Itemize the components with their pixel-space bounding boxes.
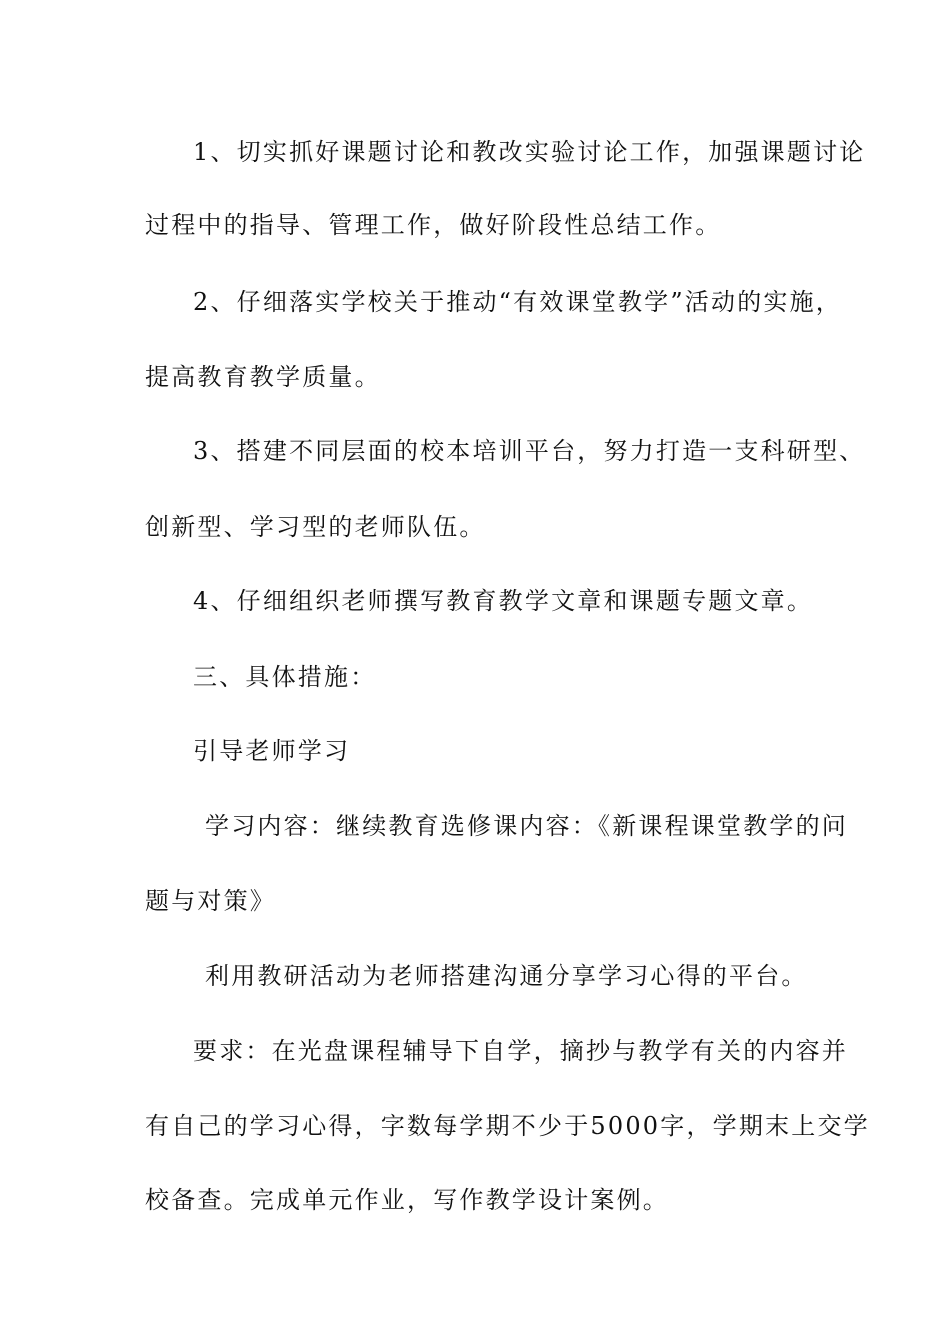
subheading-guide-teachers: 引导老师学习 bbox=[193, 737, 351, 765]
paragraph-6-line-1: 利用教研活动为老师搭建沟通分享学习心得的平台。 bbox=[205, 962, 808, 990]
paragraph-5-line-1: 学习内容：继续教育选修课内容：《新课程课堂教学的问 bbox=[205, 812, 848, 840]
paragraph-3-line-1: 3、搭建不同层面的校本培训平台，努力打造一支科研型、 bbox=[193, 437, 866, 465]
paragraph-5-line-2: 题与对策》 bbox=[145, 887, 276, 915]
paragraph-7-line-3: 校备查。完成单元作业，写作教学设计案例。 bbox=[145, 1186, 669, 1214]
paragraph-4-line-1: 4、仔细组织老师撰写教育教学文章和课题专题文章。 bbox=[193, 587, 814, 615]
paragraph-7-line-1: 要求：在光盘课程辅导下自学，摘抄与教学有关的内容并 bbox=[193, 1037, 848, 1065]
paragraph-7-line-2: 有自己的学习心得，字数每学期不少于5000字，学期末上交学 bbox=[145, 1112, 870, 1140]
paragraph-3-line-2: 创新型、学习型的老师队伍。 bbox=[145, 513, 486, 541]
paragraph-1-line-1: 1、切实抓好课题讨论和教改实验讨论工作，加强课题讨论 bbox=[193, 138, 866, 166]
paragraph-1-line-2: 过程中的指导、管理工作，做好阶段性总结工作。 bbox=[145, 211, 722, 239]
section-heading-measures: 三、具体措施： bbox=[193, 663, 377, 691]
paragraph-2-line-1: 2、仔细落实学校关于推动“有效课堂教学”活动的实施， bbox=[193, 288, 843, 316]
paragraph-2-line-2: 提高教育教学质量。 bbox=[145, 363, 381, 391]
